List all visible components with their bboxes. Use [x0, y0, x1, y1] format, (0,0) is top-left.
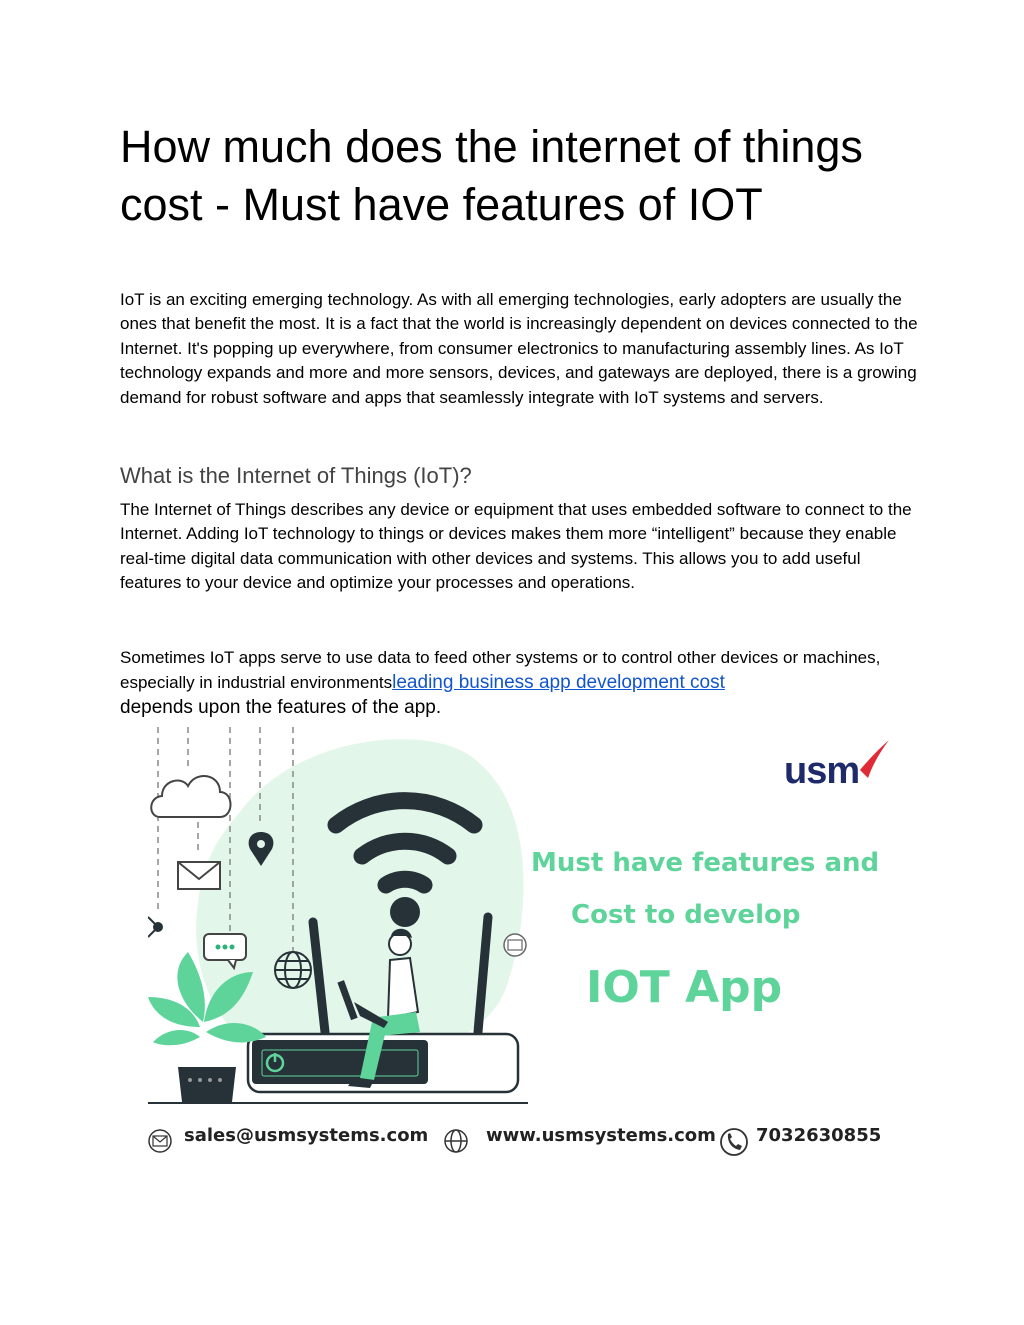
router-icon: [252, 1040, 428, 1084]
logo-swoosh: [860, 740, 889, 778]
website-contact-icon: [445, 1130, 467, 1152]
closing-tail-text: depends upon the features of the app.: [120, 697, 442, 718]
section-heading: What is the Internet of Things (IoT)?: [120, 463, 472, 488]
phone-icon: [721, 1129, 747, 1155]
banner-headline-line1: Must have features and: [531, 848, 880, 878]
envelope-icon: [178, 862, 220, 889]
usm-logo: usm: [784, 750, 860, 792]
contact-phone[interactable]: 7032630855: [756, 1125, 882, 1146]
background-blob: [196, 739, 523, 1064]
cloud-icon: [151, 776, 230, 817]
iot-banner-image: [148, 722, 908, 1162]
closing-text: Sometimes IoT apps serve to use data to feed other systems or to control other devices or machines, especially in industrial environments: [120, 648, 881, 692]
wifi-dot: [390, 897, 420, 927]
page-title: How much does the internet of things cost - Must have features of IOT: [120, 121, 863, 230]
contact-website[interactable]: www.usmsystems.com: [486, 1125, 716, 1146]
banner-headline-line3: IOT App: [586, 962, 783, 1013]
section-paragraph: The Internet of Things describes any device or equipment that uses embedded software to connect to the Internet. Adding IoT technology to things or devices makes them more “intelligent” because they enable real-time digital data communication with other devices and systems. This allows you to add useful features to your device and optimize your processes and operations.: [120, 500, 912, 593]
banner-headline-line2: Cost to develop: [571, 900, 801, 930]
email-contact-icon: [149, 1130, 171, 1152]
node-connector-icon: [148, 917, 163, 937]
intro-paragraph: IoT is an exciting emerging technology. As with all emerging technologies, early adopters are usually the ones that benefit the most. It is a fact that the world is increasingly dependent on devices connected to the Internet. It's popping up everywhere, from consumer electronics to manufacturing assembly lines. As IoT technology expands and more and more sensors, devices, and gateways are deployed, there is a growing demand for robust software and apps that seamlessly integrate with IoT systems and servers.: [120, 290, 918, 407]
contact-email[interactable]: sales@usmsystems.com: [184, 1125, 429, 1146]
closing-paragraph: [120, 645, 920, 720]
small-envelope-icon: [504, 934, 526, 956]
app-cost-link[interactable]: leading business app development cost: [392, 672, 725, 693]
